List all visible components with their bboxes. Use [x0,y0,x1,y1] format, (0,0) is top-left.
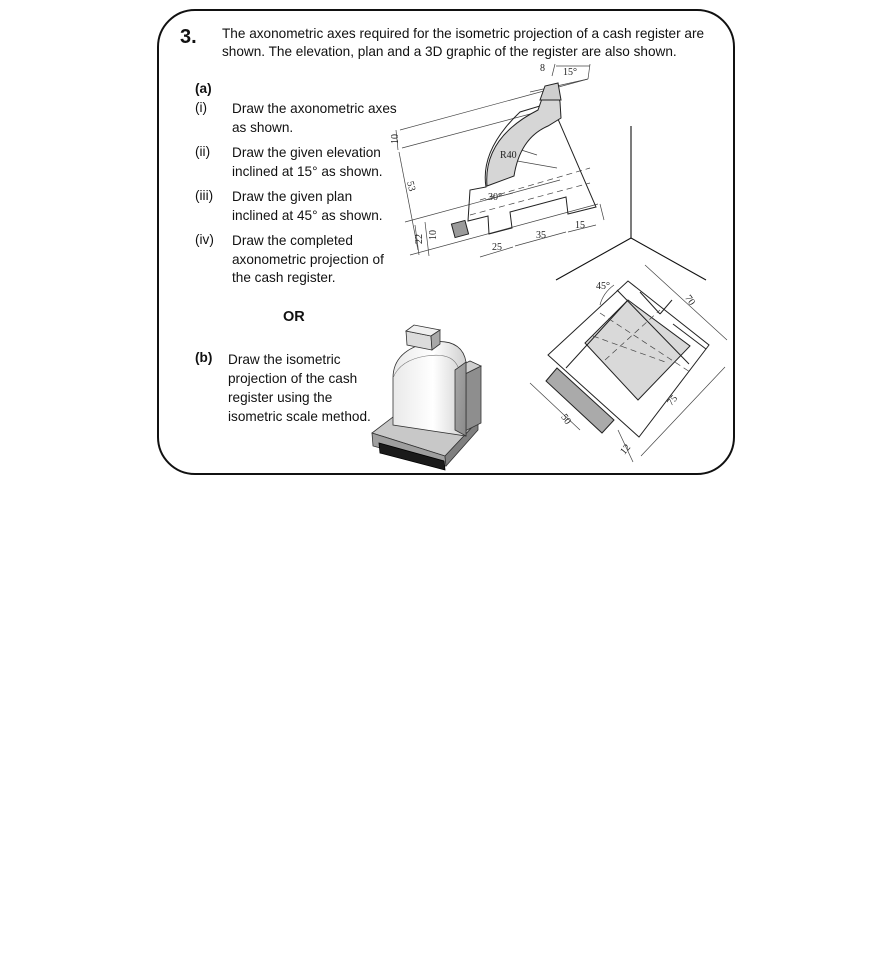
part-a-label: (a) [195,81,212,96]
dim-35: 35 [536,230,546,241]
dim-10-top: 10 [390,134,401,144]
dim-25: 25 [492,242,502,253]
or-label: OR [283,309,305,325]
dim-30-degrees: 30° [488,192,502,203]
dim-53: 53 [404,180,418,193]
dim-22: 22 [414,234,425,244]
step-4-number: (iv) [195,232,214,247]
question-number: 3. [180,26,197,48]
elevation-drawing [390,63,604,257]
dim-45-degrees: 45° [596,281,610,292]
plan-drawer [546,368,614,433]
dim-r40: R40 [500,150,517,161]
step-2-number: (ii) [195,144,211,159]
step-3-number: (iii) [195,188,214,203]
cash-register-3d [372,325,481,470]
part-b-text: Draw the isometric projection of the cash register using the isometric scale method. [228,352,371,424]
dim-8: 8 [540,63,545,74]
step-2-text: Draw the given elevation inclined at 15° as shown. [232,145,383,179]
dim-15: 15 [575,220,585,231]
dim-12: 12 [618,442,634,457]
question-intro: The axonometric axes required for the isometric projection of a cash register are shown. The elevation, plan and a 3D graphic of the register are also shown. [222,26,705,59]
dim-10-bottom: 10 [428,230,439,240]
step-3-text: Draw the given plan inclined at 45° as shown. [232,189,383,223]
step-4-text: Draw the completed axonometric projection of the cash register. [232,233,384,285]
plan-shaded-top [585,300,690,400]
dim-15-degrees: 15° [563,67,577,78]
dim-75: 75 [665,393,681,408]
step-1-number: (i) [195,100,208,115]
elevation-outline [468,89,596,234]
part-b-label: (b) [195,350,213,365]
step-1-text: Draw the axonometric axes as shown. [232,101,397,135]
elevation-drawer-block [451,220,468,237]
dim-70: 70 [682,293,697,308]
plan-drawing [530,265,727,462]
elevation-top-tab [540,83,561,100]
axonometric-axes [556,126,706,280]
dim-50: 50 [558,412,573,427]
